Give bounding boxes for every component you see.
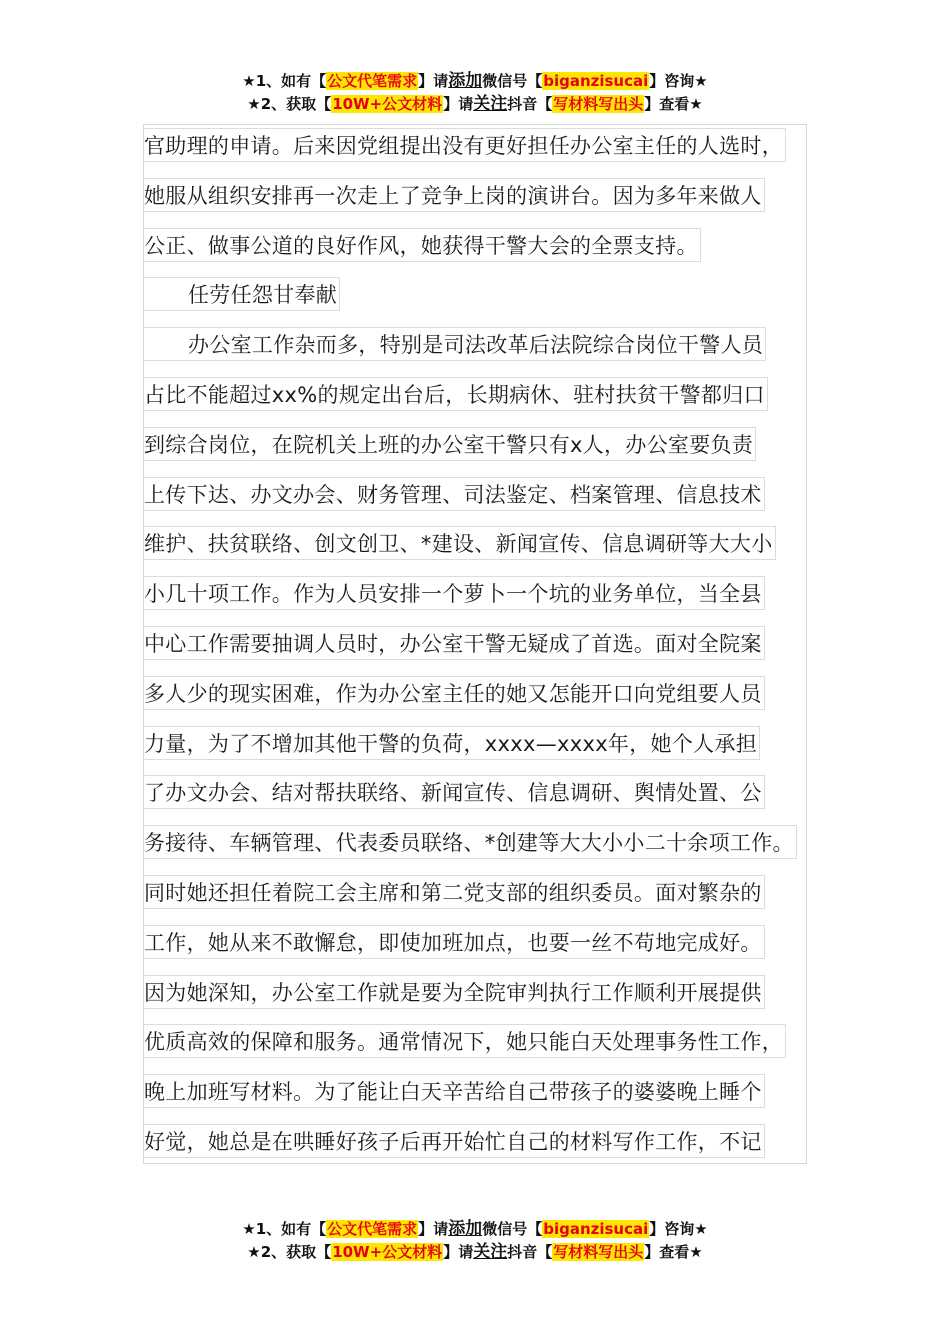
- text-line: 好觉，她总是在哄睡好孩子后再开始忙自己的材料写作工作，不记: [144, 1124, 844, 1174]
- text-line: 到综合岗位，在院机关上班的办公室干警只有x人，办公室要负责: [144, 427, 844, 477]
- text-line: 优质高效的保障和服务。通常情况下，她只能白天处理事务性工作，: [144, 1024, 844, 1074]
- text-line: 同时她还担任着院工会主席和第二党支部的组织委员。面对繁杂的: [144, 875, 844, 925]
- text-line: 中心工作需要抽调人员时，办公室干警无疑成了首选。面对全院案: [144, 626, 844, 676]
- promo-highlight: 10W+公文材料: [332, 1243, 443, 1261]
- text-line: 了办文办会、结对帮扶联络、新闻宣传、信息调研、舆情处置、公: [144, 775, 844, 825]
- text-line: 多人少的现实困难，作为办公室主任的她又怎能开口向党组要人员: [144, 676, 844, 726]
- text-line: 占比不能超过xx%的规定出台后，长期病休、驻村扶贫干警都归口: [144, 377, 844, 427]
- douyin-id: 写材料写出头: [553, 1243, 644, 1261]
- promo-line-1: ★1、如有【公文代笔需求】请添加微信号【biganzisucai】咨询★: [242, 1219, 708, 1239]
- promo-line-2: ★2、获取【10W+公文材料】请关注抖音【写材料写出头】查看★: [247, 94, 703, 114]
- wechat-id: biganzisucai: [543, 72, 649, 90]
- promo-line-1: ★1、如有【公文代笔需求】请添加微信号【biganzisucai】咨询★: [242, 71, 708, 91]
- text-line: 务接待、车辆管理、代表委员联络、*创建等大大小小二十余项工作。: [144, 825, 844, 875]
- text-line: 维护、扶贫联络、创文创卫、*建设、新闻宣传、信息调研等大大小: [144, 526, 844, 576]
- promo-banner-top: [0, 70, 950, 116]
- text-line: 小几十项工作。作为人员安排一个萝卜一个坑的业务单位，当全县: [144, 576, 844, 626]
- promo-highlight: 公文代笔需求: [327, 72, 418, 90]
- promo-banner-bottom: [0, 1218, 950, 1264]
- promo-line-2: ★2、获取【10W+公文材料】请关注抖音【写材料写出头】查看★: [247, 1242, 703, 1262]
- text-line: 公正、做事公道的良好作风，她获得干警大会的全票支持。: [144, 228, 844, 278]
- document-body: [144, 128, 844, 1174]
- wechat-id: biganzisucai: [543, 1220, 649, 1238]
- text-line: 上传下达、办文办会、财务管理、司法鉴定、档案管理、信息技术: [144, 477, 844, 527]
- text-line: 她服从组织安排再一次走上了竞争上岗的演讲台。因为多年来做人: [144, 178, 844, 228]
- text-line: 官助理的申请。后来因党组提出没有更好担任办公室主任的人选时，: [144, 128, 844, 178]
- promo-highlight: 10W+公文材料: [332, 95, 443, 113]
- text-line: 办公室工作杂而多，特别是司法改革后法院综合岗位干警人员: [144, 327, 844, 377]
- section-heading: 任劳任怨甘奉献: [144, 277, 844, 327]
- text-line: 力量，为了不增加其他干警的负荷，xxxx—xxxx年，她个人承担: [144, 726, 844, 776]
- text-line: 晚上加班写材料。为了能让白天辛苦给自己带孩子的婆婆晚上睡个: [144, 1074, 844, 1124]
- promo-highlight: 公文代笔需求: [327, 1220, 418, 1238]
- text-line: 因为她深知，办公室工作就是要为全院审判执行工作顺利开展提供: [144, 975, 844, 1025]
- text-line: 工作，她从来不敢懈怠，即使加班加点，也要一丝不苟地完成好。: [144, 925, 844, 975]
- douyin-id: 写材料写出头: [553, 95, 644, 113]
